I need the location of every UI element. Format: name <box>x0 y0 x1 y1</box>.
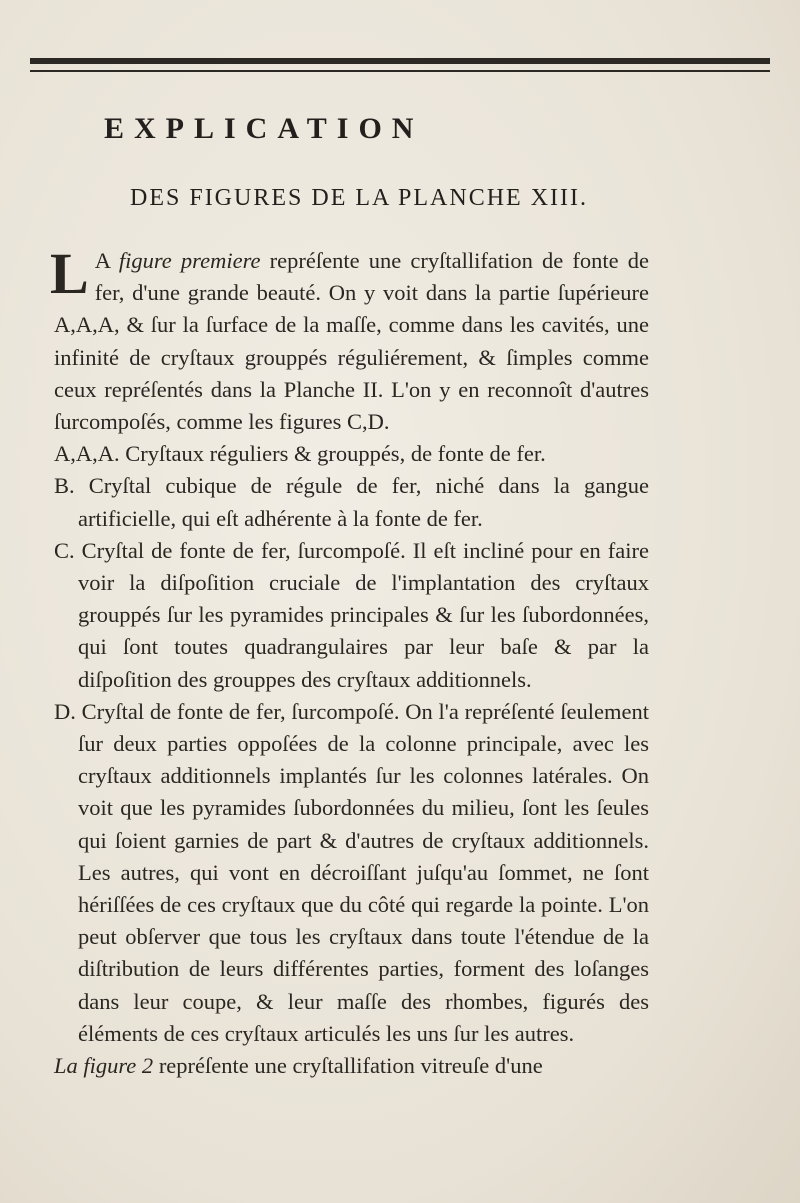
drop-cap: L <box>50 241 89 306</box>
entry-text: Cryſtal cubique de régule de fer, niché dans la gangue artificielle, qui eſt adhérente à la fonte de fer. <box>78 473 649 531</box>
entry-key: C. <box>54 537 75 563</box>
entry-text: Cryſtal de fonte de fer, ſurcompoſé. Il eſt incliné pour en faire voir la diſpoſition cruciale de l'implantation des cryſtaux grouppés ſur les pyramides principales & ſur les ſubordonnées, qui ſont toutes quadrangulaires par leur baſe & par la diſpoſition des grouppes des cryſtaux additionnels. <box>78 537 650 692</box>
entry-text: Cryſtaux réguliers & grouppés, de fonte de fer. <box>125 441 546 467</box>
header-rule-thick <box>30 58 770 64</box>
page-title: EXPLICATION <box>104 112 424 145</box>
entry-d <box>54 696 649 1050</box>
intro-paragraph <box>50 241 649 438</box>
entry-text: Cryſtal de fonte de fer, ſurcompoſé. On l'a repréſenté ſeulement ſur deux parties oppoſées de la colonne principale, avec les cryſtaux additionnels implantés ſur les colonnes latérales. On voit que les pyramides ſubordonnées du milieu, ſont les ſeules qui ſoient garnies de part & d'autres de cryſtaux additionnels. Les autres, qui vont en décroiſſant juſqu'au ſommet, ne ſont hériſſées de ces cryſtaux que du côté qui regarde la pointe. L'on peut obſerver que tous les cryſtaux dans toute l'étendue de la diſtribution de leurs différentes parties, forment des loſanges dans leur coupe, & leur maſſe des rhombes, figurés des éléments de ces cryſtaux articulés les uns ſur les autres. <box>78 698 649 1046</box>
closing-text: repréſente une cryſtallifation vitreuſe d'une <box>158 1053 543 1079</box>
entry-c <box>54 535 649 696</box>
closing-italic: La figure 2 <box>54 1053 154 1079</box>
entry-key: B. <box>54 473 75 499</box>
intro-text: repréſente une cryſtallifation de fonte de fer, d'une grande beauté. On y voit dans la partie ſupérieure A,A,A, & ſur la ſurface de la maſſe, comme dans les cavités, une infinité de cryſtaux grouppés réguliérement, & ſimples comme ceux repréſentés dans la Planche II. L'on y en reconnoît d'autres ſurcompoſés, comme les figures C,D. <box>54 248 649 435</box>
entry-key: A,A,A. <box>54 441 120 467</box>
header-rule-thin <box>30 70 770 72</box>
intro-lead: A <box>94 248 110 273</box>
intro-italic: figure premiere <box>118 248 261 273</box>
body-text <box>50 241 650 1082</box>
entry-b <box>54 470 649 534</box>
entry-key: D. <box>54 698 76 724</box>
closing-paragraph <box>54 1050 649 1082</box>
page-subtitle: DES FIGURES DE LA PLANCHE XIII. <box>130 185 588 211</box>
entry-a <box>54 438 649 470</box>
